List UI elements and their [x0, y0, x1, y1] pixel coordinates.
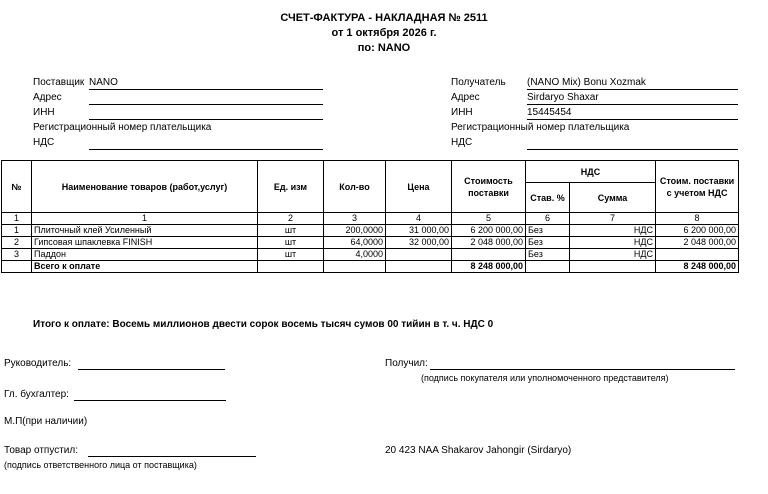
row-vat-sum: НДС [570, 249, 656, 261]
recipient-vat-label: НДС [451, 137, 473, 148]
col-number: 7 [570, 213, 656, 225]
recipient-label: Получатель [451, 77, 506, 88]
director-sign-line [78, 369, 225, 370]
row-vat-sum: НДС [570, 237, 656, 249]
supplier-address-label: Адрес [33, 92, 62, 103]
header-no: № [2, 161, 32, 213]
row-cost: 2 048 000,00 [452, 237, 526, 249]
row-price: 32 000,00 [386, 237, 452, 249]
accountant-sign-line [74, 400, 226, 401]
supplier-vat-line [89, 149, 323, 150]
header-qty: Кол-во [324, 161, 386, 213]
header-unit: Ед. изм [258, 161, 324, 213]
recipient-vat-line [527, 149, 738, 150]
header-vat-sum: Сумма [570, 183, 656, 213]
header-price: Цена [386, 161, 452, 213]
col-number: 1 [32, 213, 258, 225]
received-sign-line [430, 369, 735, 370]
invoice-by: по: NANO [357, 42, 411, 54]
recipient-address: Sirdaryo Shaxar [527, 92, 599, 103]
total-row [2, 261, 739, 273]
total-with-vat: 8 248 000,00 [656, 261, 739, 273]
row-unit: шт [258, 237, 324, 249]
row-no: 1 [2, 225, 32, 237]
row-cost [452, 249, 526, 261]
col-number: 2 [258, 213, 324, 225]
received-label: Получил: [385, 358, 428, 369]
table-row [2, 249, 739, 261]
col-number: 5 [452, 213, 526, 225]
supplier-inn-label: ИНН [33, 107, 55, 118]
col-number: 8 [656, 213, 739, 225]
header-total: Стоим. поставки с учетом НДС [656, 161, 739, 213]
recipient-address-line [527, 104, 738, 105]
driver-info: 20 423 NAA Shakarov Jahongir (Sirdaryo) [385, 445, 572, 456]
released-sign-line [88, 456, 256, 457]
row-no: 2 [2, 237, 32, 249]
header-vat: НДС [526, 161, 656, 183]
released-caption: (подпись ответственного лица от поставщика) [4, 460, 197, 470]
supplier-label: Поставщик [33, 77, 85, 88]
row-total: 2 048 000,00 [656, 237, 739, 249]
row-total [656, 249, 739, 261]
row-name: Гипсовая шпаклевка FINISH [32, 237, 258, 249]
row-vat-sum: НДС [570, 225, 656, 237]
recipient-address-label: Адрес [451, 92, 480, 103]
row-qty: 200,0000 [324, 225, 386, 237]
supplier-inn-line [89, 119, 323, 120]
supplier-name: NANO [89, 77, 118, 88]
col-number: 4 [386, 213, 452, 225]
header-name: Наименование товаров (работ,услуг) [32, 161, 258, 213]
summary-text: Итого к оплате: Восемь миллионов двести сорок восемь тысяч сумов 00 тийин в т. ч. НДС 0 [33, 319, 494, 330]
stamp-label: М.П(при наличии) [4, 416, 88, 427]
invoice-title: СЧЕТ-ФАКТУРА - НАКЛАДНАЯ № 2511 [280, 12, 488, 24]
row-unit: шт [258, 225, 324, 237]
supplier-address-line [89, 104, 323, 105]
row-vat-rate: Без [526, 237, 570, 249]
recipient-inn: 15445454 [527, 107, 572, 118]
row-price [386, 249, 452, 261]
total-label: Всего к оплате [32, 261, 258, 273]
row-qty: 64,0000 [324, 237, 386, 249]
row-qty: 4,0000 [324, 249, 386, 261]
accountant-label: Гл. бухгалтер: [4, 389, 69, 400]
recipient-inn-label: ИНН [451, 107, 473, 118]
recipient-name: (NANO Mix) Bonu Xozmak [527, 77, 646, 88]
invoice-table [1, 160, 739, 273]
row-total: 6 200 000,00 [656, 225, 739, 237]
released-label: Товар отпустил: [4, 445, 78, 456]
table-row [2, 237, 739, 249]
header-cost: Стоимость поставки [452, 161, 526, 213]
director-label: Руководитель: [4, 358, 72, 369]
supplier-reg-label: Регистрационный номер плательщика [33, 122, 212, 133]
row-name: Паддон [32, 249, 258, 261]
received-caption: (подпись покупателя или уполномоченного представителя) [421, 373, 669, 383]
row-no: 3 [2, 249, 32, 261]
supplier-name-line [89, 89, 323, 90]
col-number: 6 [526, 213, 570, 225]
row-vat-rate: Без [526, 225, 570, 237]
recipient-name-line [527, 89, 738, 90]
row-unit: шт [258, 249, 324, 261]
recipient-reg-label: Регистрационный номер плательщика [451, 122, 630, 133]
supplier-vat-label: НДС [33, 137, 55, 148]
row-price: 31 000,00 [386, 225, 452, 237]
row-cost: 6 200 000,00 [452, 225, 526, 237]
row-name: Плиточный клей Усиленный [32, 225, 258, 237]
table-row [2, 225, 739, 237]
col-number: 3 [324, 213, 386, 225]
invoice-date: от 1 октября 2026 г. [331, 27, 437, 39]
total-cost: 8 248 000,00 [452, 261, 526, 273]
row-vat-rate: Без [526, 249, 570, 261]
header-vat-rate: Став. % [526, 183, 570, 213]
recipient-inn-line [527, 119, 738, 120]
col-number: 1 [2, 213, 32, 225]
